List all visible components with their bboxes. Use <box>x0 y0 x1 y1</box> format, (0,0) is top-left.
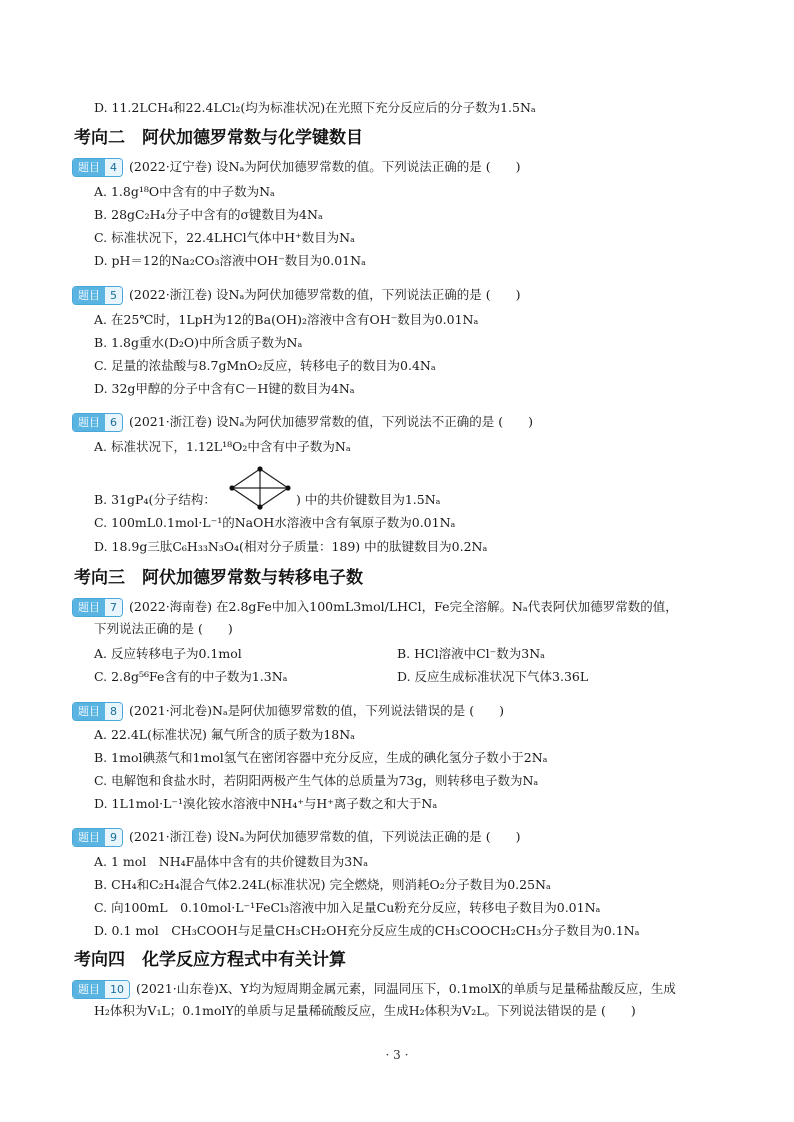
q3-option-d: D. 11.2LCH₄和22.4LCl₂(均为标准状况)在光照下充分反应后的分子数为1.5Nₐ <box>94 100 536 115</box>
question-badge: 题目 6 <box>72 413 123 432</box>
question-10-stem-cont: H₂体积为V₁L；0.1molY的单质与足量稀硫酸反应，生成H₂体积为V₂L。下列说法错误的是 ( ) <box>94 1003 636 1018</box>
section-title-3: 考向三 阿伏加德罗常数与转移电子数 <box>74 568 363 588</box>
question-stem: (2022·辽宁卷) 设Nₐ为阿伏加德罗常数的值。下列说法正确的是 ( ) <box>129 159 521 174</box>
question-5 <box>72 284 521 306</box>
question-4 <box>72 156 521 178</box>
q8-option-b: B. 1mol碘蒸气和1mol氢气在密闭容器中充分反应，生成的碘化氢分子数小于2Nₐ <box>94 750 548 765</box>
q5-option-c: C. 足量的浓盐酸与8.7gMnO₂反应，转移电子的数目为0.4Nₐ <box>94 358 436 373</box>
question-stem: (2021·河北卷)Nₐ是阿伏加德罗常数的值，下列说法错误的是 ( ) <box>129 703 505 718</box>
question-stem: (2022·海南卷) 在2.8gFe中加入100mL3mol/LHCl，Fe完全溶解。Nₐ代表阿伏加德罗常数的值， <box>129 599 678 614</box>
question-stem: (2021·山东卷)X、Y均为短周期金属元素，同温同压下，0.1molX的单质与足量稀盐酸反应，生成 <box>136 981 676 996</box>
q8-option-a: A. 22.4L(标准状况) 氟气所含的质子数为18Nₐ <box>94 727 355 742</box>
section-title-4: 考向四 化学反应方程式中有关计算 <box>74 950 346 970</box>
q6-option-b-start: B. 31gP₄(分子结构： <box>94 492 216 507</box>
q6-option-b-end: ) 中的共价键数目为1.5Nₐ <box>296 492 441 507</box>
question-badge: 题目 7 <box>72 598 123 617</box>
question-badge: 题目 9 <box>72 828 123 847</box>
q7-option-a: A. 反应转移电子为0.1mol <box>94 646 242 661</box>
question-stem: (2021·浙江卷) 设Nₐ为阿伏加德罗常数的值，下列说法正确的是 ( ) <box>129 829 521 844</box>
q8-option-c: C. 电解饱和食盐水时，若阴阳两极产生气体的总质量为73g，则转移电子数为Nₐ <box>94 773 539 788</box>
question-7 <box>72 596 678 618</box>
question-7-stem-cont: 下列说法正确的是 ( ) <box>94 621 233 636</box>
question-badge: 题目 5 <box>72 286 123 305</box>
q4-option-a: A. 1.8g¹⁸O中含有的中子数为Nₐ <box>94 184 275 199</box>
q7-option-d: D. 反应生成标准状况下气体3.36L <box>397 669 589 684</box>
question-6 <box>72 411 533 433</box>
question-9 <box>72 826 521 848</box>
q4-option-b: B. 28gC₂H₄分子中含有的σ键数目为4Nₐ <box>94 207 323 222</box>
q6-option-a: A. 标准状况下，1.12L¹⁸O₂中含有中子数为Nₐ <box>94 439 351 454</box>
p4-molecule-structure <box>228 466 292 510</box>
q5-option-b: B. 1.8g重水(D₂O)中所含质子数为Nₐ <box>94 335 303 350</box>
q9-option-a: A. 1 mol NH₄F晶体中含有的共价键数目为3Nₐ <box>94 854 369 869</box>
question-8 <box>72 700 504 722</box>
question-10 <box>72 978 676 1000</box>
q4-option-c: C. 标准状况下，22.4LHCl气体中H⁺数目为Nₐ <box>94 230 355 245</box>
section-title-2: 考向二 阿伏加德罗常数与化学键数目 <box>74 128 363 148</box>
q8-option-d: D. 1L1mol·L⁻¹溴化铵水溶液中NH₄⁺与H⁺离子数之和大于Nₐ <box>94 796 438 811</box>
question-badge: 题目 4 <box>72 158 123 177</box>
q6-option-d: D. 18.9g三肽C₆H₃₃N₃O₄(相对分子质量：189) 中的肽键数目为0.2Nₐ <box>94 539 488 554</box>
q9-option-c: C. 向100mL 0.10mol·L⁻¹FeCl₃溶液中加入足量Cu粉充分反应，转移电子数目为0.01Nₐ <box>94 900 601 915</box>
question-stem: (2021·浙江卷) 设Nₐ为阿伏加德罗常数的值，下列说法不正确的是 ( ) <box>129 414 533 429</box>
question-stem: (2022·浙江卷) 设Nₐ为阿伏加德罗常数的值，下列说法正确的是 ( ) <box>129 287 521 302</box>
q4-option-d: D. pH＝12的Na₂CO₃溶液中OH⁻数目为0.01Nₐ <box>94 253 366 268</box>
question-badge: 题目 10 <box>72 980 130 999</box>
page-number: · 3 · <box>385 1048 409 1062</box>
question-badge: 题目 8 <box>72 702 123 721</box>
q9-option-b: B. CH₄和C₂H₄混合气体2.24L(标准状况) 完全燃烧，则消耗O₂分子数目为0.25Nₐ <box>94 877 551 892</box>
q7-option-c: C. 2.8g⁵⁶Fe含有的中子数为1.3Nₐ <box>94 669 288 684</box>
q5-option-a: A. 在25℃时，1LpH为12的Ba(OH)₂溶液中含有OH⁻数目为0.01Nₐ <box>94 312 479 327</box>
q7-option-b: B. HCl溶液中Cl⁻数为3Nₐ <box>397 646 545 661</box>
q9-option-d: D. 0.1 mol CH₃COOH与足量CH₃CH₂OH充分反应生成的CH₃COOCH₂CH₃分子数目为0.1Nₐ <box>94 923 640 938</box>
q5-option-d: D. 32g甲醇的分子中含有C－H键的数目为4Nₐ <box>94 381 355 396</box>
q6-option-c: C. 100mL0.1mol·L⁻¹的NaOH水溶液中含有氧原子数为0.01Nₐ <box>94 515 456 530</box>
